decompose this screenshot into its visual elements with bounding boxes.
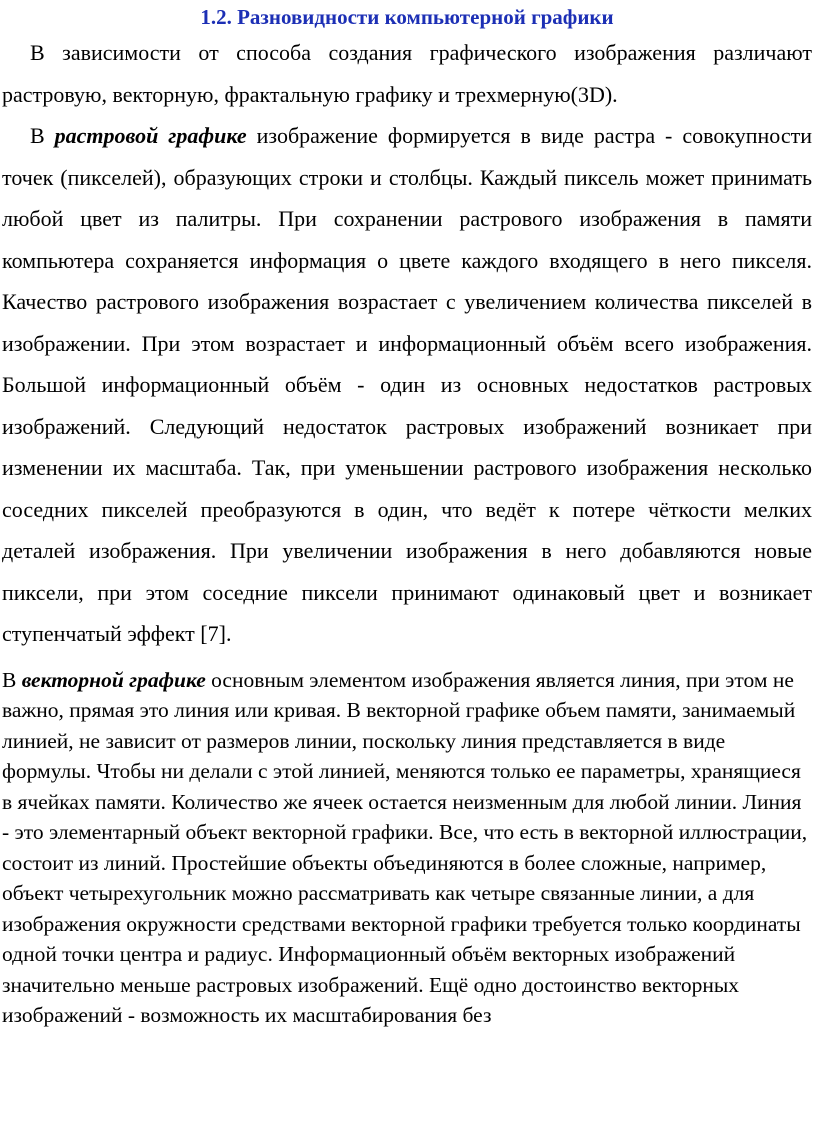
raster-paragraph-lead: В	[30, 123, 55, 148]
vector-graphics-term: векторной графике	[21, 667, 206, 692]
vector-paragraph-lead: В	[2, 667, 22, 692]
intro-paragraph-text: В зависимости от способа создания графического изображения различают растровую, векторную, фрактальную графику и трехмерную(3D).	[2, 40, 812, 107]
raster-graphics-paragraph	[2, 115, 812, 655]
vector-graphics-paragraph	[2, 665, 812, 1031]
section-heading: 1.2. Разновидности компьютерной графики	[200, 5, 614, 29]
intro-paragraph	[2, 32, 812, 115]
vector-paragraph-text: основным элементом изображения является линия, при этом не важно, прямая это линия или кривая. В векторной графике объем памяти, занимаемый линией, не зависит от размеров линии, поскольку линия представляется в виде формулы. Чтобы ни делали с этой линией, меняются только ее параметры, хранящиеся в ячейках памяти. Количество же ячеек остается неизменным для любой линии. Линия - это элементарный объект векторной графики. Все, что есть в векторной иллюстрации, состоит из линий. Простейшие объекты объединяются в более сложные, например, объект четырехугольник можно рассматривать как четыре связанные линии, а для изображения окружности средствами векторной графики требуется только координаты одной точки центра и радиус. Информационный объём векторных изображений значительно меньше растровых изображений. Ещё одно достоинство векторных изображений - возможность их масштабирования без	[2, 667, 808, 1027]
raster-paragraph-text: изображение формируется в виде растра - совокупности точек (пикселей), образующих строки и столбцы. Каждый пиксель может принимать любой цвет из палитры. При сохранении растрового изображения в памяти компьютера сохраняется информация о цвете каждого входящего в него пикселя. Качество растрового изображения возрастает с увеличением количества пикселей в изображении. При этом возрастает и информационный объём всего изображения. Большой информационный объём - один из основных недостатков растровых изображений. Следующий недостаток растровых изображений возникает при изменении их масштаба. Так, при уменьшении растрового изображения несколько соседних пикселей преобразуются в один, что ведёт к потере чёткости мелких деталей изображения. При увеличении изображения в него добавляются новые пиксели, при этом соседние пиксели принимают одинаковый цвет и возникает ступенчатый эффект [7].	[2, 123, 812, 646]
raster-graphics-term: растровой графике	[54, 123, 247, 148]
